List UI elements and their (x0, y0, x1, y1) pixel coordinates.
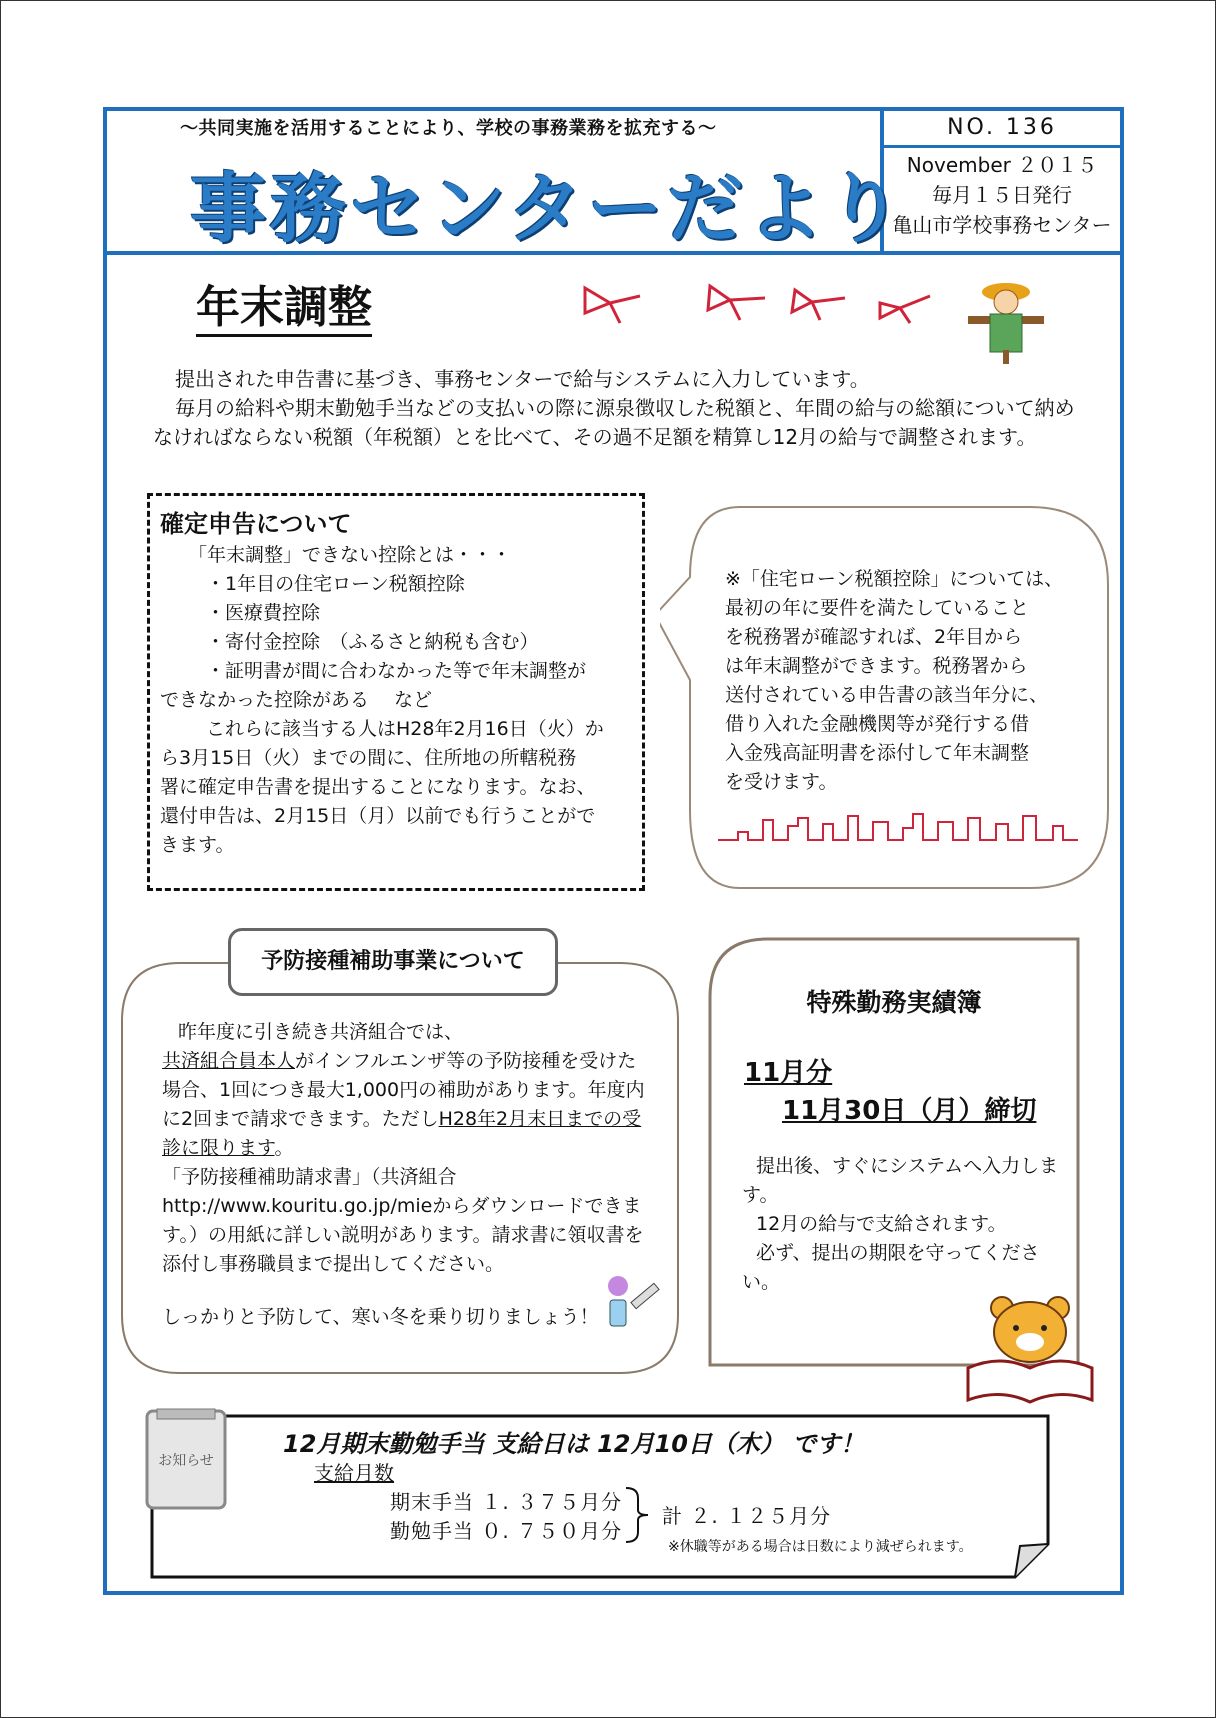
yobou-p3: 「予防接種補助請求書」（共済組合http://www.kouritu.go.jp/mieからダウンロードできます。）の用紙に詳しい説明があります。請求書に領収書を添付し事務職員まで提出してください。 (162, 1166, 644, 1275)
scarecrow-icon (960, 276, 1052, 364)
bubble-line: 借り入れた金融機関等が発行する借 (725, 713, 1030, 735)
notice-headline: 12月期末勤勉手当 支給日は 12月10日（木） です！ (283, 1430, 865, 1458)
issue-info (884, 150, 1120, 240)
vaccine-icon (600, 1272, 670, 1332)
tokushu-title: 特殊勤務実績簿 (806, 988, 982, 1017)
yobou-emphasis: 共済組合員本人 (162, 1050, 296, 1072)
nenmatsu-para1: 提出された申告書に基づき、事務センターで給与システムに入力しています。 (175, 367, 870, 391)
kakutei-title: 確定申告について (160, 510, 352, 538)
tokushu-p3: 必ず、提出の期限を守ってください。 (742, 1242, 1040, 1293)
pay-note: ※休職等がある場合は日数により減ぜられます。 (668, 1539, 973, 1555)
bubble-text (725, 565, 1095, 797)
clipboard-icon (145, 1407, 227, 1510)
kakutei-body: 還付申告は、2月15日（月）以前でも行うことがで (160, 805, 596, 827)
tokushu-text (742, 1152, 1062, 1297)
nenmatsu-para2: 毎月の給料や期末勤勉手当などの支払いの際に源泉徴収した税額と、年間の給与の総額について納めなければならない税額（年税額）とを比べて、その過不足額を精算し12月の給与で調整されます。 (153, 396, 1075, 449)
tokushu-month: 11月分 (744, 1058, 833, 1088)
bubble-line: 送付されている申告書の該当年分に、 (725, 684, 1049, 706)
pay-kimatsu: 期末手当 １. ３７５月分 (390, 1490, 623, 1514)
yobou-emphasis: H28年2月末日までの受診に限ります (162, 1108, 642, 1159)
kakutei-lead: 「年末調整」できない控除とは・・・ (188, 544, 512, 566)
kakutei-box (147, 493, 645, 891)
pay-total: 計 ２. １２５月分 (662, 1504, 832, 1528)
kakutei-item: ・寄付金控除 （ふるさと納税も含む） (206, 631, 539, 653)
yobou-p4: しっかりと予防して、寒い冬を乗り切りましょう！ (162, 1306, 599, 1328)
tokushu-deadline: 11月30日（月）締切 (782, 1096, 1037, 1126)
header-tagline: ～共同実施を活用することにより、学校の事務業務を拡充する～ (180, 118, 717, 139)
notice-card-label: お知らせ (158, 1453, 214, 1469)
yobou-p2-text: がインフルエンザ等の予防接種を受けた場合、1回につき最大1,000円の補助があります。年度内に2回まで請求できます。ただし (162, 1050, 645, 1130)
yobou-title: 予防接種補助事業について (228, 928, 558, 996)
kakutei-body: ら3月15日（火）までの間に、住所地の所轄税務 (160, 747, 577, 769)
pay-kinben: 勤勉手当 ０. ７５０月分 (390, 1519, 623, 1543)
kakutei-body: 署に確定申告書を提出することになります。なお、 (160, 776, 596, 798)
kakutei-body: きます。 (160, 834, 235, 856)
yobou-text (162, 1018, 652, 1332)
bubble-line: 最初の年に要件を満たしていること (725, 597, 1030, 619)
issue-frequency: 毎月１５日発行 (932, 183, 1072, 207)
issue-date: November ２０１５ (906, 153, 1098, 177)
bubble-line: 入金残高証明書を添付して年末調整 (725, 742, 1030, 764)
issue-publisher: 亀山市学校事務センター (892, 213, 1112, 237)
cityscape-decoration-icon (718, 810, 1078, 846)
brace-icon (624, 1486, 654, 1544)
bubble-line: を税務署が確認すれば、2年目から (725, 626, 1023, 648)
kakutei-item: ・医療費控除 (206, 602, 321, 624)
kakutei-item: ・1年目の住宅ローン税額控除 (206, 573, 465, 595)
ribbon-bows-icon (580, 278, 950, 328)
issue-number: NO. 136 (884, 111, 1120, 148)
yobou-p2 (162, 1047, 652, 1163)
nenmatsu-title: 年末調整 (196, 282, 372, 337)
nenmatsu-intro (153, 365, 1088, 452)
masthead-title: 事務センターだより (190, 164, 907, 253)
pay-months-label: 支給月数 (314, 1461, 394, 1485)
bubble-line: を受けます。 (725, 771, 838, 793)
bubble-line: は年末調整ができます。税務署から (725, 655, 1028, 677)
yobou-p2-end: 。 (274, 1137, 294, 1159)
kakutei-body: これらに該当する人はH28年2月16日（火）か (206, 718, 604, 740)
kakutei-item: ・証明書が間に合わなかった等で年末調整が (206, 660, 587, 682)
tokushu-p2: 12月の給与で支給されます。 (756, 1213, 1007, 1235)
bear-reading-book-icon (960, 1296, 1100, 1408)
yobou-p1: 昨年度に引き続き共済組合では、 (178, 1021, 464, 1043)
tokushu-p1: 提出後、すぐにシステムへ入力します。 (742, 1155, 1059, 1206)
kakutei-item: できなかった控除がある など (160, 689, 433, 711)
bubble-line: ※「住宅ローン税額控除」については、 (725, 568, 1064, 590)
